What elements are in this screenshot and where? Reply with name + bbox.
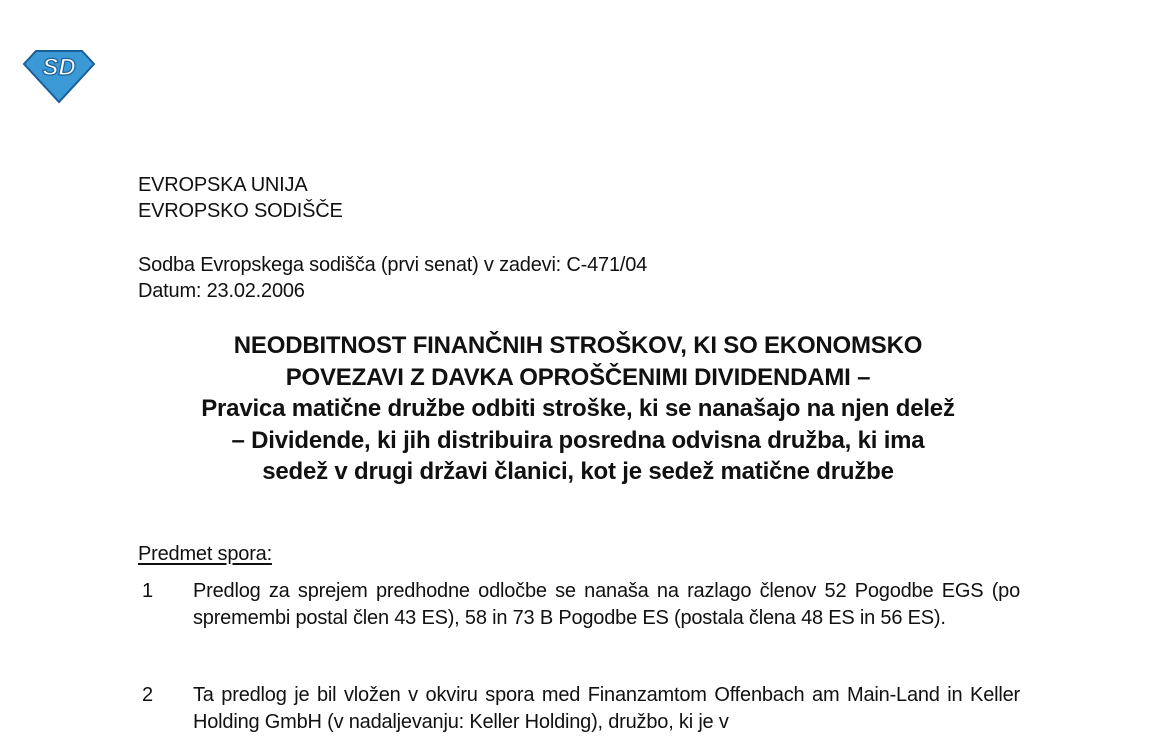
title-line: sedež v drugi državi članici, kot je sedež matične družbe xyxy=(262,458,894,485)
sd-shield-icon xyxy=(22,48,96,104)
title-line: POVEZAVI Z DAVKA OPROŠČENIMI DIVIDENDAMI – xyxy=(285,363,871,391)
title-line: – Dividende, ki jih distribuira posredna odvisna družba, ki ima xyxy=(231,426,925,454)
paragraph-number: 1 xyxy=(142,580,153,602)
sd-logo xyxy=(22,48,96,104)
organization-header xyxy=(138,172,343,224)
header-line-court: EVROPSKO SODIŠČE xyxy=(138,200,343,222)
judgment-date: Datum: 23.02.2006 xyxy=(138,280,305,302)
title-line: Pravica matične družbe odbiti stroške, ki se nanašajo na njen delež xyxy=(201,395,955,422)
paragraph-text: Predlog za sprejem predhodne odločbe se nanaša na razlago členov 52 Pogodbe EGS (po spremembi postal člen 43 ES), 58 in 73 B Pogodbe ES (postala člena 48 ES in 56 ES). xyxy=(193,580,1020,629)
svg-text:SD: SD xyxy=(42,54,76,81)
judgment-reference: Sodba Evropskega sodišča (prvi senat) v zadevi: C-471/04 xyxy=(138,254,648,276)
numbered-paragraph xyxy=(138,682,1020,736)
document-title xyxy=(118,330,1038,488)
header-line-eu: EVROPSKA UNIJA xyxy=(138,174,308,196)
paragraph-number: 2 xyxy=(142,684,153,706)
numbered-paragraph xyxy=(138,578,1020,632)
title-line: NEODBITNOST FINANČNIH STROŠKOV, KI SO EKONOMSKO xyxy=(233,332,923,359)
paragraph-text: Ta predlog je bil vložen v okviru spora med Finanzamtom Offenbach am Main-Land in Keller Holding GmbH (v nadaljevanju: Keller Holding), družbo, ki je v xyxy=(193,684,1020,733)
case-info xyxy=(138,252,647,304)
section-heading: Predmet spora: xyxy=(138,543,272,565)
